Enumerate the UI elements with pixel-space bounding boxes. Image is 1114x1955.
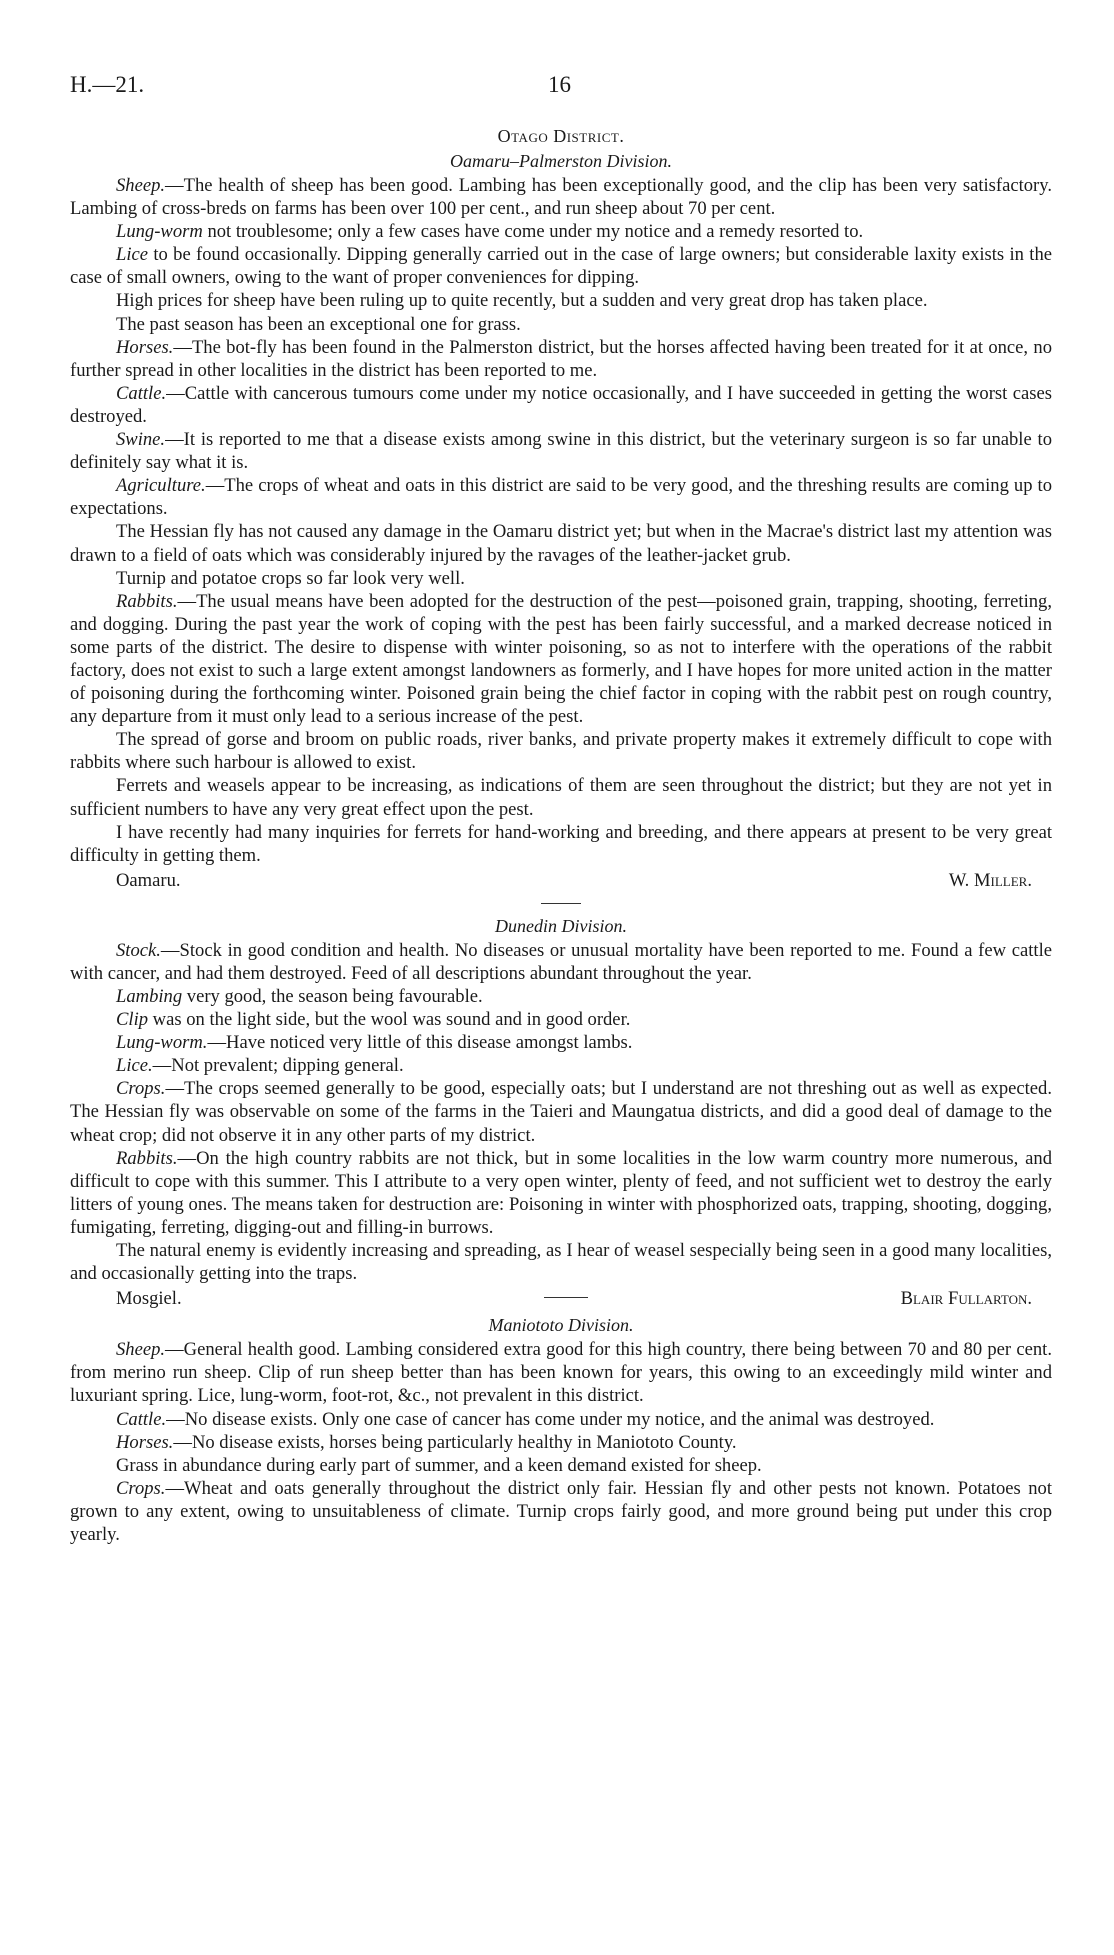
paragraph: Ferrets and weasels appear to be increasing, as indications of them are seen throughout the district; but they are not yet in sufficient numbers to have any very great effect upon the pest. bbox=[70, 775, 1052, 820]
section-divider bbox=[541, 903, 581, 904]
paragraph: Swine.—It is reported to me that a disease exists among swine in this district, but the veterinary surgeon is so far unable to definitely say what it is. bbox=[70, 429, 1052, 474]
signature-block bbox=[70, 1285, 1052, 1311]
paragraph: The natural enemy is evidently increasing and spreading, as I hear of weasel sespecially being seen in a good many localities, and occasionally getting into the traps. bbox=[70, 1240, 1052, 1285]
paragraph: Lung-worm not troublesome; only a few cases have come under my notice and a remedy resorted to. bbox=[116, 221, 864, 243]
paragraph: The past season has been an exceptional one for grass. bbox=[116, 313, 521, 335]
paragraph: Rabbits.—On the high country rabbits are not thick, but in some localities in the low warm country more numerous, and difficult to cope with this summer. This I attribute to a very open winter, plenty of feed, and not sufficient wet to destroy the early litters of young ones. The means taken for destruction are: Poisoning in winter with phosphorized oats, trapping, shooting, dogging, fumigating, ferreting, digging-out and filling-in burrows. bbox=[70, 1147, 1052, 1238]
document-page bbox=[70, 72, 1052, 1546]
signature-block bbox=[70, 867, 1052, 893]
section-dunedin bbox=[70, 939, 1052, 1311]
division-title-oamaru: Oamaru–Palmerston Division. bbox=[450, 151, 672, 171]
section-oamaru bbox=[70, 174, 1052, 893]
paragraph: High prices for sheep have been ruling up to quite recently, but a sudden and very great drop has taken place. bbox=[116, 290, 928, 312]
paragraph: Lice to be found occasionally. Dipping generally carried out in the case of large owners; but considerable laxity exists in the case of small owners, owing to the want of proper conveniences for dipping. bbox=[70, 244, 1052, 289]
paragraph: Rabbits.—The usual means have been adopted for the destruction of the pest—poisoned grain, trapping, shooting, ferreting, and dogging. During the past year the work of coping with the pest has been fairly successful, and a marked decrease noticed in some parts of the district. The desire to dispense with winter poisoning, so as not to interfere with the operations of the rabbit factory, does not exist to such a large extent amongst landowners as formerly, and I have hopes for more united action in the matter of poisoning during the forthcoming winter. Poisoned grain being the chief factor in coping with the rabbit pest on rough country, any departure from it must only lead to a serious increase of the pest. bbox=[70, 590, 1052, 728]
paragraph: Crops.—The crops seemed generally to be good, especially oats; but I understand are not threshing out as well as expected. The Hessian fly was observable on some of the farms in the Taieri and Maungatua districts, and did a good deal of damage to the wheat crop; did not observe it in any other parts of my district. bbox=[70, 1078, 1052, 1146]
paragraph: Turnip and potatoe crops so far look very well. bbox=[116, 567, 465, 589]
signature-name: W. Miller. bbox=[948, 869, 1032, 891]
paragraph: Agriculture.—The crops of wheat and oats in this district are said to be very good, and the threshing results are coming up to expectations. bbox=[70, 475, 1052, 520]
paragraph: Sheep.—The health of sheep has been good. Lambing has been exceptionally good, and the clip has been very satisfactory. Lambing of cross-breds on farms has been over 100 per cent., and run sheep about 70 per cent. bbox=[70, 175, 1052, 220]
paragraph: Sheep.—General health good. Lambing considered extra good for this high country, there being between 70 and 80 per cent. from merino run sheep. Clip of run sheep better than has been known for years, this owing to an exceedingly mild winter and luxuriant spring. Lice, lung-worm, foot-rot, &c., not prevalent in this district. bbox=[70, 1339, 1052, 1407]
section-divider bbox=[544, 1297, 588, 1298]
signature-place: Oamaru. bbox=[116, 869, 181, 891]
paragraph: Horses.—The bot-fly has been found in the Palmerston district, but the horses affected having been treated for it at once, no further spread in other localities in the district has been reported to me. bbox=[70, 336, 1052, 381]
paragraph: Cattle.—Cattle with cancerous tumours come under my notice occasionally, and I have succeeded in getting the worst cases destroyed. bbox=[70, 382, 1052, 427]
division-title-dunedin: Dunedin Division. bbox=[495, 915, 627, 936]
signature-place: Mosgiel. bbox=[116, 1288, 182, 1310]
district-title: Otago District. bbox=[497, 126, 625, 146]
paragraph: I have recently had many inquiries for ferrets for hand-working and breeding, and there appears at present to be very great difficulty in getting them. bbox=[70, 821, 1052, 866]
paragraph: The spread of gorse and broom on public roads, river banks, and private property makes it extremely difficult to cope with rabbits where such harbour is allowed to exist. bbox=[70, 729, 1052, 774]
paragraph: Lambing very good, the season being favourable. bbox=[116, 986, 483, 1007]
signature-name: Blair Fullarton. bbox=[900, 1288, 1032, 1310]
paragraph: Cattle.—No disease exists. Only one case of cancer has come under my notice, and the animal was destroyed. bbox=[116, 1408, 935, 1430]
paragraph: Lice.—Not prevalent; dipping general. bbox=[116, 1055, 404, 1077]
page-header bbox=[70, 72, 1052, 112]
document-reference: H.—21. bbox=[70, 72, 145, 97]
paragraph: Grass in abundance during early part of summer, and a keen demand existed for sheep. bbox=[116, 1454, 762, 1476]
paragraph: Lung-worm.—Have noticed very little of this disease amongst lambs. bbox=[116, 1032, 633, 1054]
paragraph: Clip was on the light side, but the wool was sound and in good order. bbox=[116, 1009, 631, 1031]
page-number: 16 bbox=[548, 72, 571, 97]
paragraph: Crops.—Wheat and oats generally throughout the district only fair. Hessian fly and other pests not known. Potatoes not grown to any extent, owing to unsuitableness of climate. Turnip crops fairly good, and more ground being put under this crop yearly. bbox=[70, 1477, 1052, 1545]
section-maniototo bbox=[70, 1338, 1052, 1546]
division-title-maniototo: Maniototo Division. bbox=[488, 1315, 634, 1336]
paragraph: The Hessian fly has not caused any damage in the Oamaru district yet; but when in the Macrae's district last my attention was drawn to a field of oats which was considerably injured by the ravages of the leather-jacket grub. bbox=[70, 521, 1052, 566]
paragraph: Stock.—Stock in good condition and health. No diseases or unusual mortality have been reported to me. Found a few cattle with cancer, and had them destroyed. Feed of all descriptions abundant throughout the year. bbox=[70, 939, 1052, 984]
paragraph: Horses.—No disease exists, horses being particularly healthy in Maniototo County. bbox=[116, 1431, 737, 1453]
